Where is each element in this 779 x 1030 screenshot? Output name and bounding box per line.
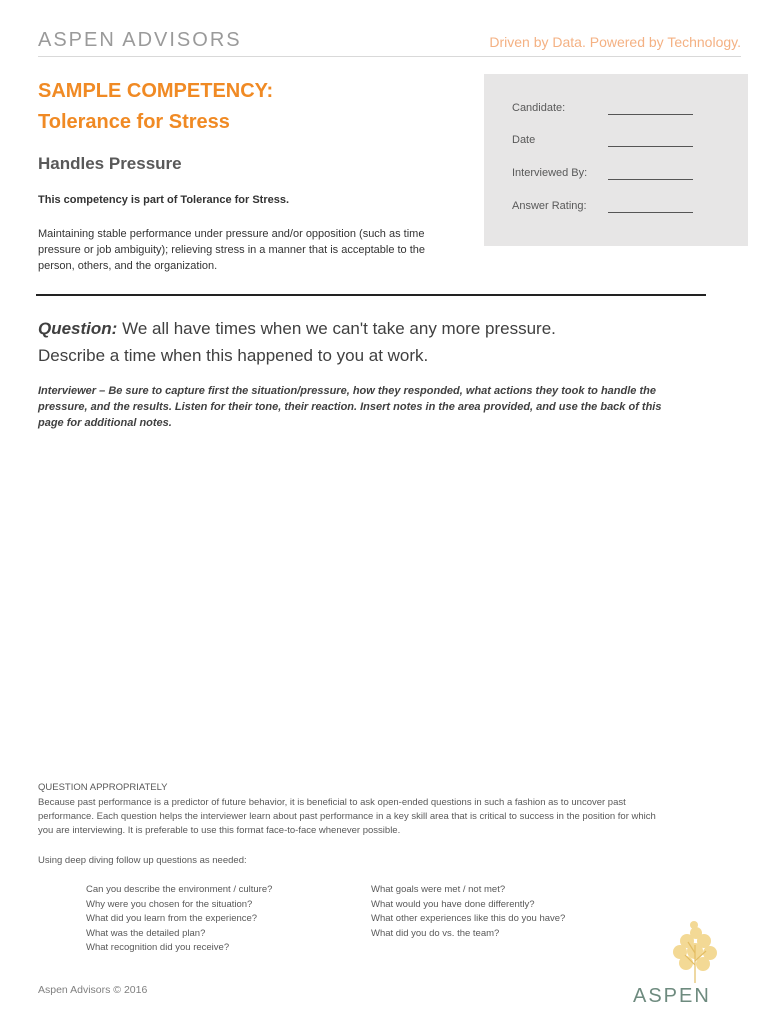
candidate-blank-line[interactable] [608,114,693,115]
follow-up-questions-right [371,883,565,941]
footer-copyright: Aspen Advisors © 2016 [38,984,148,996]
brand-logo-text: ASPEN ADVISORS [38,29,242,51]
follow-up-question: What recognition did you receive? [86,942,230,953]
interview-info-box [484,74,748,246]
competency-part-of: This competency is part of Tolerance for Stress. [38,194,290,206]
guidance-body-line: performance. Each question helps the interviewer learn about past performance in a key skill area that is critical to success in the position for which [38,811,656,822]
interviewed-by-blank-line[interactable] [608,179,693,180]
description-line: person, others, and the organization. [38,260,218,272]
follow-up-question: What was the detailed plan? [86,927,206,939]
date-field[interactable] [512,134,722,152]
instructions-line: pressure, and the results. Listen for their tone, their reaction. Insert notes in the area provided, and use the back of this [38,401,662,413]
guidance-body-line: you are interviewing. It is preferable to use this format face-to-face whenever possible. [38,825,401,836]
answer-rating-blank-line[interactable] [608,212,693,213]
date-blank-line[interactable] [608,146,693,147]
description-line: Maintaining stable performance under pressure and/or opposition (such as time [38,228,425,240]
guidance-heading: QUESTION APPROPRIATELY [38,782,168,793]
competency-subhead: Handles Pressure [38,154,182,173]
description-line: pressure or job ambiguity); relieving stress in a manner that is acceptable to the [38,244,426,256]
interviewed-by-label: Interviewed By: [512,167,588,179]
follow-up-question: What would you have done differently? [371,898,535,910]
question-text: We all have times when we can't take any more pressure. [122,319,556,338]
candidate-field[interactable] [512,102,722,120]
interviewed-by-field[interactable] [512,167,722,185]
header-rule [38,56,741,57]
instructions-line: page for additional notes. [38,417,172,429]
interview-question [38,315,738,369]
interviewer-instructions [38,383,728,431]
notes-area[interactable] [38,440,738,770]
question-line1 [38,315,738,342]
answer-rating-field[interactable] [512,200,722,218]
footer-logo-word: ASPEN [633,985,711,1007]
section-divider [36,294,706,296]
instructions-line: Interviewer – Be sure to capture first the situation/pressure, how they responded, what actions they took to handle the [38,385,656,397]
follow-up-question: What did you learn from the experience? [86,913,258,924]
follow-up-question: Why were you chosen for the situation? [86,898,253,910]
competency-description [38,226,478,274]
guidance-body-line: Because past performance is a predictor of future behavior, it is beneficial to ask open-ended questions in such a fashion as to uncover past [38,797,626,808]
competency-title [38,76,273,138]
competency-title-line2: Tolerance for Stress [38,111,230,133]
guidance-body [38,796,753,838]
follow-up-question: Can you describe the environment / culture? [86,884,273,895]
competency-title-line1: SAMPLE COMPETENCY: [38,80,274,102]
question-line2: Describe a time when this happened to you at work. [38,346,429,365]
follow-up-questions-left [86,883,272,956]
question-label: Question: [38,319,118,338]
date-label: Date [512,134,536,146]
follow-up-question: What goals were met / not met? [371,884,506,895]
follow-up-question: What other experiences like this do you have? [371,913,566,924]
follow-up-question: What did you do vs. the team? [371,927,500,939]
answer-rating-label: Answer Rating: [512,200,587,212]
deep-dive-intro: Using deep diving follow up questions as needed: [38,855,247,866]
tagline: Driven by Data. Powered by Technology. [489,34,741,50]
candidate-label: Candidate: [512,102,566,114]
